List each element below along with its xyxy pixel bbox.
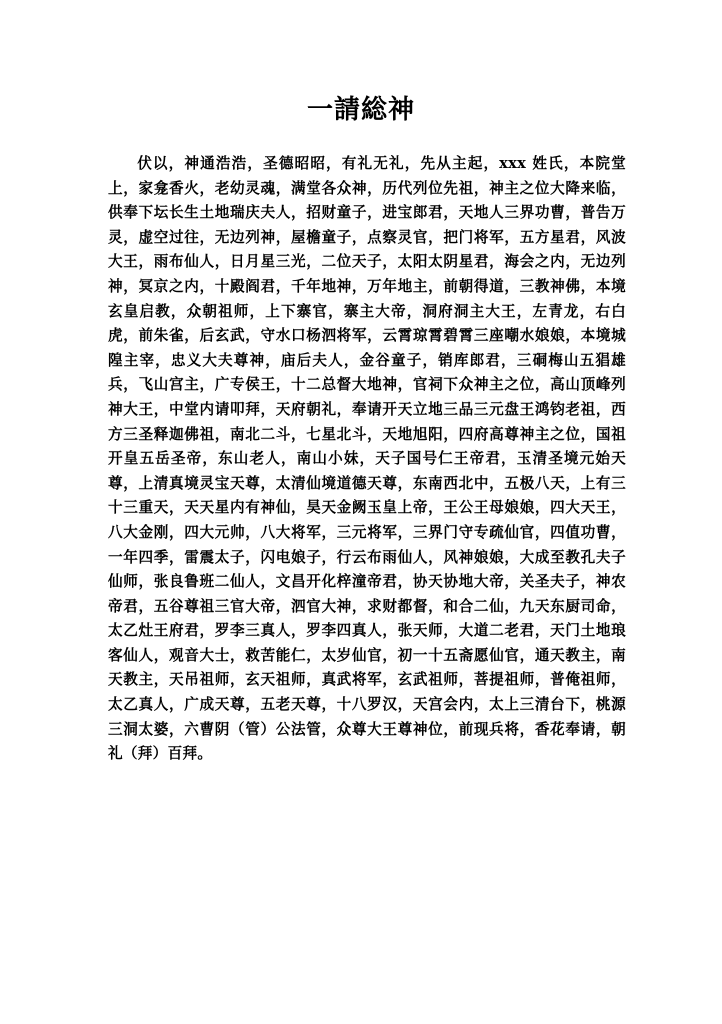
invocation-paragraph: 伏以，神通浩浩，圣德昭昭，有礼无礼，先从主起，xxx 姓氏，本院堂上，家龛香火，老幼灵魂，满堂各众神，历代列位先祖，神主之位大降来临，供奉下坛长生土地瑞庆夫人，招财童子，进宝郎君，天地人三界功曹，普告万灵，虚空过往，无边列神，屋檐童子，点察灵官，把门将军，五方星君，风波大王，雨布仙人，日月星三光，二位天子，太阳太阴星君，海会之内，无边列神，冥京之内，十殿阎君，千年地神，万年地主，前朝得道，三教神佛，本境玄皇启教，众朝祖师，上下寨官，寨主大帝，洞府洞主大王，左青龙，右白虎，前朱雀，后玄武，守水口杨泗将军，云霄琼霄碧霄三座嘲水娘娘，本境城隍主宰，忠义大夫尊神，庙后夫人，金谷童子，销库郎君，三硐梅山五猖雄兵，飞山宫主，广专侯王，十二总督大地神，官祠下众神主之位，高山顶峰列神大王，中堂内请叩拜，天府朝礼，奉请开天立地三品三元盘王鸿钧老祖，西方三圣释迦佛祖，南北二斗，七星北斗，天地旭阳，四府高尊神主之位，国祖开皇五岳圣帝，东山老人，南山小妹，天子国号仁王帝君，玉清圣境元始天尊，上清真境灵宝天尊，太清仙境道德天尊，东南西北中，五极八天，上有三十三重天，天天星内有神仙，昊天金阙玉皇上帝，王公王母娘娘，四大天王，八大金刚，四大元帅，八大将军，三元将军，三界门守专疏仙官，四值功曹，一年四季，雷震太子，闪电娘子，行云布雨仙人，风神娘娘，大成至教孔夫子仙师，张良鲁班二仙人，文昌开化梓潼帝君，协天协地大帝，关圣夫子，神农帝君，五谷尊祖三官大帝，泗官大神，求财都督，和合二仙，九天东厨司命，太乙灶王府君，罗李三真人，罗李四真人，张天师，大道二老君，天门土地琅客仙人，观音大士，救苦能仁，太岁仙官，初一十五斋愿仙官，通天教主，南天教主，天吊祖师，玄天祖师，真武将军，玄武祖师，菩提祖师，普俺祖师，太乙真人，广成天尊，五老天尊，十八罗汉，天宫会内，太上三清台下，桃源三洞太婆，六曹阴（管）公法管，众尊大王尊神位，前现兵将，香花奉请，朝礼（拜）百拜。 xyxy=(108,155,626,763)
page-title: 一請総神 xyxy=(306,95,415,125)
